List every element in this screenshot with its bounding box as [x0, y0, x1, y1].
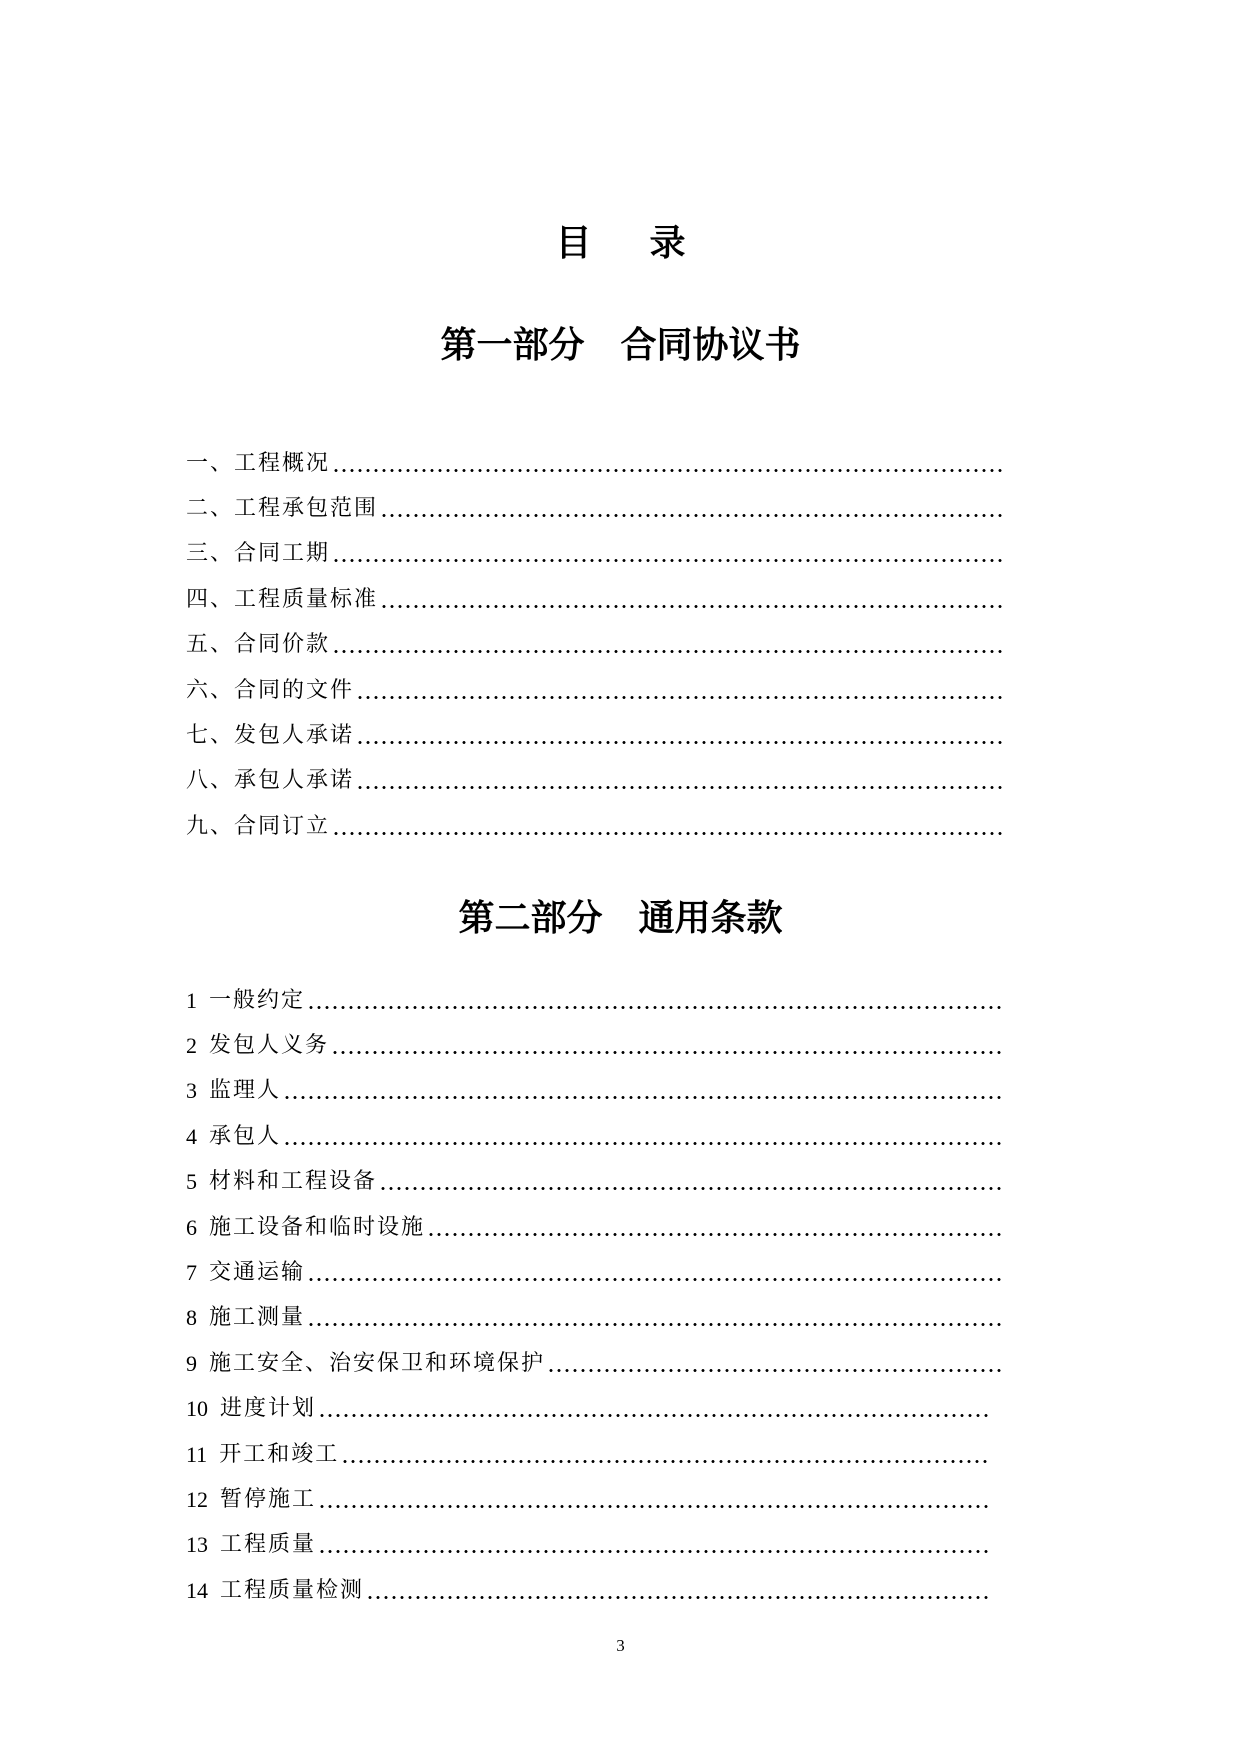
- toc-item-number: 14: [186, 1577, 208, 1603]
- toc-item-label: 承包人: [209, 1123, 282, 1149]
- page-title: 目录: [555, 223, 744, 264]
- toc-dot-leader: [283, 1077, 1002, 1105]
- toc-item-number: 7: [186, 1260, 197, 1286]
- toc-item[interactable]: [186, 1160, 1002, 1205]
- toc-dot-leader: [379, 1168, 1002, 1196]
- toc-dot-leader: [318, 1531, 990, 1559]
- toc-item-label: 开工和竣工: [219, 1441, 340, 1467]
- toc-item[interactable]: [186, 532, 1002, 577]
- toc-item[interactable]: [186, 441, 1002, 486]
- toc-item-number: 4: [186, 1123, 197, 1149]
- toc-dot-leader: [332, 540, 1002, 568]
- toc-item[interactable]: [186, 1341, 1002, 1386]
- toc-item[interactable]: [186, 1023, 1002, 1068]
- toc-item-number: 11: [186, 1441, 208, 1467]
- toc-item-label: 施工设备和临时设施: [209, 1214, 426, 1240]
- toc-item-label: 工程质量检测: [220, 1577, 365, 1603]
- toc-item[interactable]: [186, 1250, 1002, 1295]
- toc-item-number: 12: [186, 1486, 208, 1512]
- toc-item[interactable]: [186, 713, 1002, 758]
- toc-dot-leader: [332, 631, 1002, 659]
- toc-part1-list: [186, 441, 1002, 850]
- toc-item-label: 七、发包人承诺: [186, 723, 355, 749]
- toc-item[interactable]: [186, 1296, 1002, 1341]
- toc-item-label: 九、合同订立: [186, 813, 331, 839]
- toc-item[interactable]: [186, 1477, 990, 1522]
- toc-dot-leader: [332, 450, 1002, 478]
- toc-item-label: 五、合同价款: [186, 632, 331, 658]
- toc-item-number: 1: [186, 987, 197, 1013]
- toc-item-label: 二、工程承包范围: [186, 496, 379, 522]
- toc-dot-leader: [380, 495, 1002, 523]
- toc-dot-leader: [356, 767, 1002, 795]
- toc-item-label: 材料和工程设备: [209, 1169, 378, 1195]
- toc-dot-leader: [341, 1441, 990, 1469]
- toc-item-number: 8: [186, 1305, 197, 1331]
- toc-dot-leader: [356, 677, 1002, 705]
- toc-item-number: 6: [186, 1214, 197, 1240]
- toc-item[interactable]: [186, 1387, 990, 1432]
- toc-item[interactable]: [186, 1069, 1002, 1114]
- toc-item[interactable]: [186, 1568, 990, 1613]
- toc-item-label: 暂停施工: [220, 1486, 317, 1512]
- part1-heading: 第一部分 合同协议书: [440, 325, 801, 366]
- toc-item[interactable]: [186, 804, 1002, 849]
- toc-dot-leader: [307, 987, 1002, 1015]
- page-number: 3: [616, 1636, 625, 1655]
- toc-item-label: 一、工程概况: [186, 450, 331, 476]
- toc-dot-leader: [547, 1350, 1002, 1378]
- toc-item-label: 施工测量: [209, 1305, 306, 1331]
- toc-dot-leader: [427, 1214, 1002, 1242]
- toc-dot-leader: [356, 722, 1002, 750]
- toc-item-label: 监理人: [209, 1078, 282, 1104]
- toc-item[interactable]: [186, 486, 1002, 531]
- toc-dot-leader: [366, 1577, 990, 1605]
- toc-item-label: 发包人义务: [209, 1033, 330, 1059]
- toc-item-label: 交通运输: [209, 1260, 306, 1286]
- part2-heading: 第二部分 通用条款: [458, 898, 783, 939]
- toc-item[interactable]: [186, 668, 1002, 713]
- toc-item-label: 六、合同的文件: [186, 677, 355, 703]
- toc-item-label: 四、工程质量标准: [186, 586, 379, 612]
- toc-part2-list: [186, 978, 1002, 1613]
- toc-dot-leader: [307, 1259, 1002, 1287]
- toc-item-label: 一般约定: [209, 987, 306, 1013]
- toc-item[interactable]: [186, 623, 1002, 668]
- toc-dot-leader: [332, 813, 1002, 841]
- toc-item[interactable]: [186, 1205, 1002, 1250]
- toc-item-label: 进度计划: [220, 1396, 317, 1422]
- toc-item-label: 三、合同工期: [186, 541, 331, 567]
- toc-item[interactable]: [186, 1432, 990, 1477]
- toc-item-number: 10: [186, 1396, 208, 1422]
- toc-item-number: 9: [186, 1350, 197, 1376]
- toc-item[interactable]: [186, 1523, 990, 1568]
- toc-item-number: 5: [186, 1169, 197, 1195]
- toc-dot-leader: [380, 586, 1002, 614]
- toc-item-label: 施工安全、治安保卫和环境保护: [209, 1350, 546, 1376]
- toc-dot-leader: [307, 1304, 1002, 1332]
- toc-item-number: 2: [186, 1033, 197, 1059]
- toc-dot-leader: [331, 1032, 1002, 1060]
- toc-dot-leader: [318, 1486, 990, 1514]
- toc-item-number: 3: [186, 1078, 197, 1104]
- toc-dot-leader: [318, 1395, 990, 1423]
- toc-dot-leader: [283, 1123, 1002, 1151]
- toc-item[interactable]: [186, 978, 1002, 1023]
- toc-item-label: 工程质量: [220, 1532, 317, 1558]
- toc-item[interactable]: [186, 577, 1002, 622]
- toc-item[interactable]: [186, 1114, 1002, 1159]
- toc-item[interactable]: [186, 759, 1002, 804]
- toc-item-number: 13: [186, 1532, 208, 1558]
- toc-item-label: 八、承包人承诺: [186, 768, 355, 794]
